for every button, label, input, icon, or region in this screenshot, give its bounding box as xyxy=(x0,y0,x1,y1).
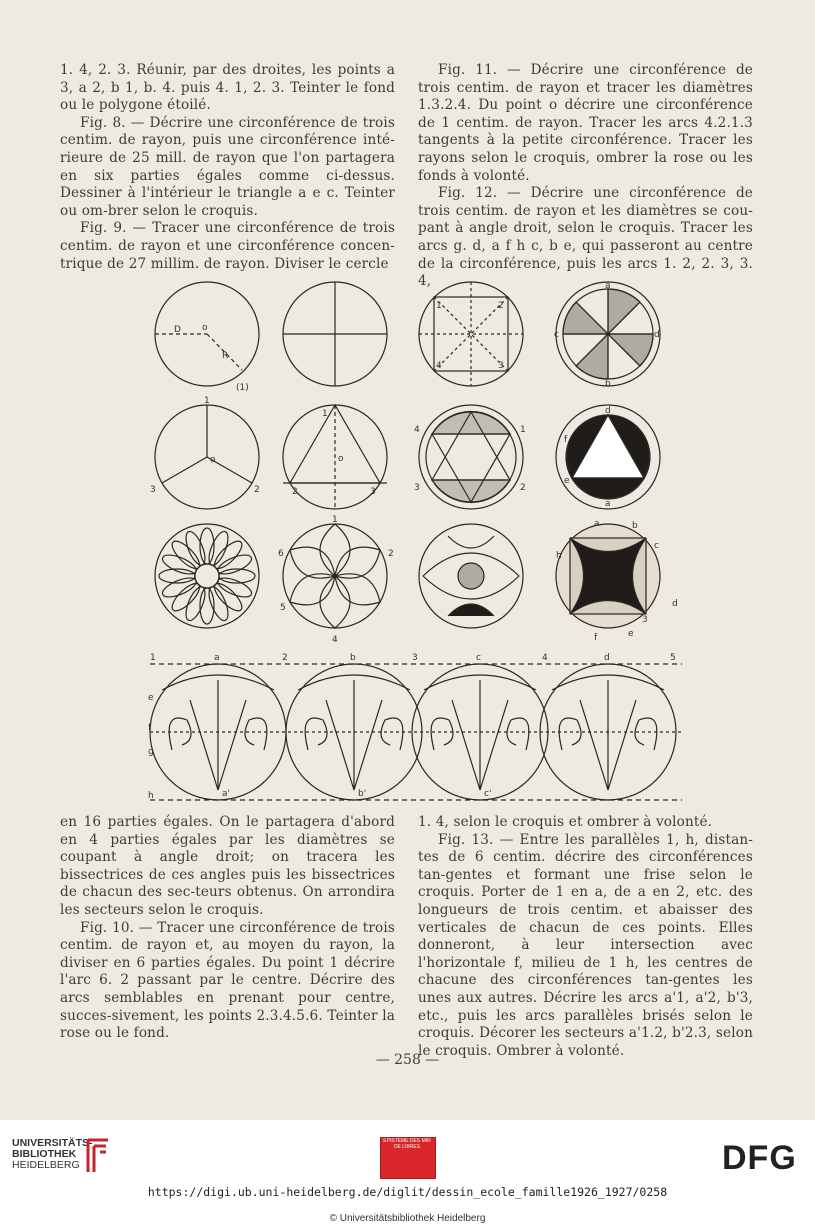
fig-star-of-david xyxy=(419,405,523,509)
label-r3c2-2: 5 xyxy=(280,603,286,613)
dfg-logo[interactable]: DFG xyxy=(722,1139,797,1177)
label-r3c4-2: h xyxy=(556,551,562,561)
label-r2c1-1: o xyxy=(210,455,216,465)
paragraph-fig-8: Fig. 8. — Décrire une circonférence de trois centim. de rayon, puis une circonférence inté-rieure de 25 mill. de rayon que l'on partagera en six parties égales comme ci-dessus. Dessiner à l'intérieur le triangle a e c. Teinter ou om-brer selon le croquis. xyxy=(60,114,395,219)
text-column-top-left xyxy=(60,62,395,273)
rose-petal xyxy=(182,529,209,568)
label-r2c3-1: 4 xyxy=(414,425,420,435)
label-r2c3-0: 1 xyxy=(520,425,526,435)
label-r1c1-3: (1) xyxy=(236,383,249,393)
label-r1c4-0: a xyxy=(605,281,611,291)
label-r1c1-2: R xyxy=(222,351,229,361)
copyright: © Universitätsbibliothek Heidelberg xyxy=(329,1213,486,1224)
fig-scalloped-rose xyxy=(155,524,259,628)
fig-sector-rose xyxy=(556,282,660,386)
rose-petal xyxy=(211,580,246,615)
label-r1c4-1: c xyxy=(554,330,559,340)
paragraph-fig-13: Fig. 13. — Entre les parallèles 1, h, distan-tes de 6 centim. décrire des circonférences tan-gentes et formant une frise selon le croquis. Porter de 1 en a, de a en 2, etc. des longueurs de trois centim. et abaisser des verticales de chacun de ces points. Elles donneront, à leur intersection avec l'horizontale f, milieu de 1 h, les centres de chacune des circonférences tan-gentes les unes aux autres. Décrire les arcs a'1, a'2, b'3, etc., puis les arcs parallèles brisés selon le croquis. Décorer les secteurs a'1.2, b'2.3, selon le croquis. Ombrer à volonté. xyxy=(418,831,753,1059)
fig-circle-1 xyxy=(155,282,259,386)
page-number: — 258 — xyxy=(375,1052,440,1068)
label-frieze-15: c' xyxy=(484,789,492,799)
rose-petal xyxy=(160,551,199,578)
paragraph-fig-11: Fig. 11. — Décrire une circonférence de trois centim. de rayon et tracer les diamètres 1.3.2.4. Du point o décrire une circonférence de 1 centim. de rayon. Tracer les arcs 4.2.1.3 tangents à la petite circonférence. Tracer les rayons selon le croquis, ombrer la rose ou les fonds à volonté. xyxy=(418,62,753,184)
paragraph-fig-12: Fig. 12. — Décrire une circonférence de trois centim. de rayon et les diamètres se cou-pant à angle droit, selon le croquis. Tracer les arcs g. d, a f h c, b e, qui passeront au centre de la circonférence, puis les arcs 1. 2, 2. 3, 3. 4, xyxy=(418,185,753,290)
label-r1c4-3: b xyxy=(605,379,611,389)
text-column-bottom-left xyxy=(60,814,395,1043)
label-frieze-0: 1 xyxy=(150,653,156,663)
rose-petal xyxy=(168,580,203,615)
label-r3c2-3: 4 xyxy=(332,635,338,645)
label-r2c4-0: d xyxy=(605,406,611,416)
paragraph: en 16 parties égales. On le partagera d'abord en 4 parties égales par les diamètres se coupant à angle droit; on tracera les bissectrices de ces angles puis les bissectrices de chacun des sec-teurs obtenus. On arrondira les secteurs selon le croquis. xyxy=(60,814,395,918)
label-r3c2-4: 2 xyxy=(388,549,394,559)
label-r2c1-0: 1 xyxy=(204,396,210,406)
fig-star-cross xyxy=(556,524,660,628)
label-r3c4-0: a xyxy=(594,519,600,529)
label-r3c4-3: c xyxy=(654,541,659,551)
library-line-1: UNIVERSITÄTS- xyxy=(12,1137,93,1149)
label-r2c4-3: a xyxy=(605,499,611,509)
fig-circle-2 xyxy=(283,282,387,386)
rose-petal xyxy=(215,551,254,578)
label-r3c4-1: b xyxy=(632,521,638,531)
label-frieze-11: g xyxy=(148,747,154,757)
label-frieze-13: a' xyxy=(222,789,230,799)
label-r3c4-7: 3 xyxy=(642,615,648,625)
paragraph: 1. 4, selon le croquis et ombrer à volonté. xyxy=(418,814,713,830)
label-r1c1-0: D xyxy=(174,325,181,335)
label-frieze-9: e xyxy=(148,693,154,703)
figure-drawings xyxy=(142,280,687,802)
label-r2c1-2: 3 xyxy=(150,485,156,495)
fig-square-circle xyxy=(419,282,523,386)
label-r1c3-0: 1 xyxy=(436,301,442,311)
rose-petal xyxy=(211,537,246,572)
paragraph: 1. 4, 2. 3. Réunir, par des droites, les points a 3, a 2, b 1, b. 4. puis 4. 1, 2. 3. Teinter le fond ou le polygone étoilé. xyxy=(60,62,395,114)
label-r3c4-5: e xyxy=(628,629,634,639)
paragraph-fig-10: Fig. 10. — Tracer une circonférence de trois centim. de rayon et, au moyen du rayon, la diviser en 6 parties égales. Du point 1 décrire l'arc 6. 2 passant par le centre. Décrire des arcs semblables en prenant pour centre, succes-sivement, les points 2.3.4.5.6. Teinter la rose ou le fond. xyxy=(60,919,395,1042)
label-r1c1-1: o xyxy=(202,323,208,333)
label-r2c4-1: f xyxy=(564,435,568,445)
rose-petal xyxy=(160,574,199,601)
label-r1c3-1: 2 xyxy=(498,301,504,311)
fig-three-radii xyxy=(155,405,259,509)
label-r3c4-4: d xyxy=(672,599,678,609)
rose-petal xyxy=(168,537,203,572)
text-column-top-right xyxy=(418,62,753,291)
rose-petal xyxy=(205,584,232,623)
library-logo-icon xyxy=(82,1136,114,1176)
fig-triangle-in-ring xyxy=(556,405,660,509)
label-frieze-3: b xyxy=(350,653,356,663)
label-r2c1-3: 2 xyxy=(254,485,260,495)
paragraph-fig-9: Fig. 9. — Tracer une circonférence de trois centim. de rayon et une circonférence concen-trique de 27 millim. de rayon. Diviser le cercle xyxy=(60,220,395,272)
library-line-2: BIBLIOTHEK xyxy=(12,1148,77,1160)
label-r2c2-1: o xyxy=(338,454,344,464)
text-column-bottom-right xyxy=(418,814,753,1060)
label-r1c4-2: d xyxy=(654,330,660,340)
label-r3c4-6: f xyxy=(594,633,598,643)
label-r3c2-0: 1 xyxy=(332,515,338,525)
label-r3c2-1: 6 xyxy=(278,549,284,559)
label-frieze-14: b' xyxy=(358,789,367,799)
label-r2c3-2: 3 xyxy=(414,483,420,493)
label-r2c4-2: e xyxy=(564,476,570,486)
label-r2c2-0: 1 xyxy=(322,409,328,419)
label-r1c3-3: 3 xyxy=(498,361,504,371)
label-frieze-1: a xyxy=(214,653,220,663)
fig-six-petal-rose xyxy=(283,524,387,628)
rose-petal xyxy=(205,529,232,568)
label-r2c2-3: 3 xyxy=(370,487,376,497)
label-r1c3-2: 4 xyxy=(436,361,442,371)
page-url[interactable]: https://digi.ub.uni-heidelberg.de/diglit/dessin_ecole_famille1926_1927/0258 xyxy=(147,1185,668,1199)
fig-frieze xyxy=(150,664,682,800)
rose-petal xyxy=(182,584,209,623)
label-frieze-12: h xyxy=(148,791,154,801)
geometric-drawings-figure xyxy=(142,280,687,802)
label-frieze-6: 4 xyxy=(542,653,548,663)
label-frieze-5: c xyxy=(476,653,481,663)
label-frieze-7: d xyxy=(604,653,610,663)
label-frieze-8: 5 xyxy=(670,653,676,663)
label-frieze-2: 2 xyxy=(282,653,288,663)
label-r2c3-3: 2 xyxy=(520,483,526,493)
label-frieze-4: 3 xyxy=(412,653,418,663)
fig-eye-ornament xyxy=(419,524,523,628)
center-logo-text: EPISTEME DES MIR DE LIBRES xyxy=(383,1138,431,1150)
rose-petal xyxy=(215,574,254,601)
library-line-3: HEIDELBERG xyxy=(12,1159,80,1171)
label-r2c2-2: 2 xyxy=(292,487,298,497)
label-frieze-10: f xyxy=(148,723,152,733)
